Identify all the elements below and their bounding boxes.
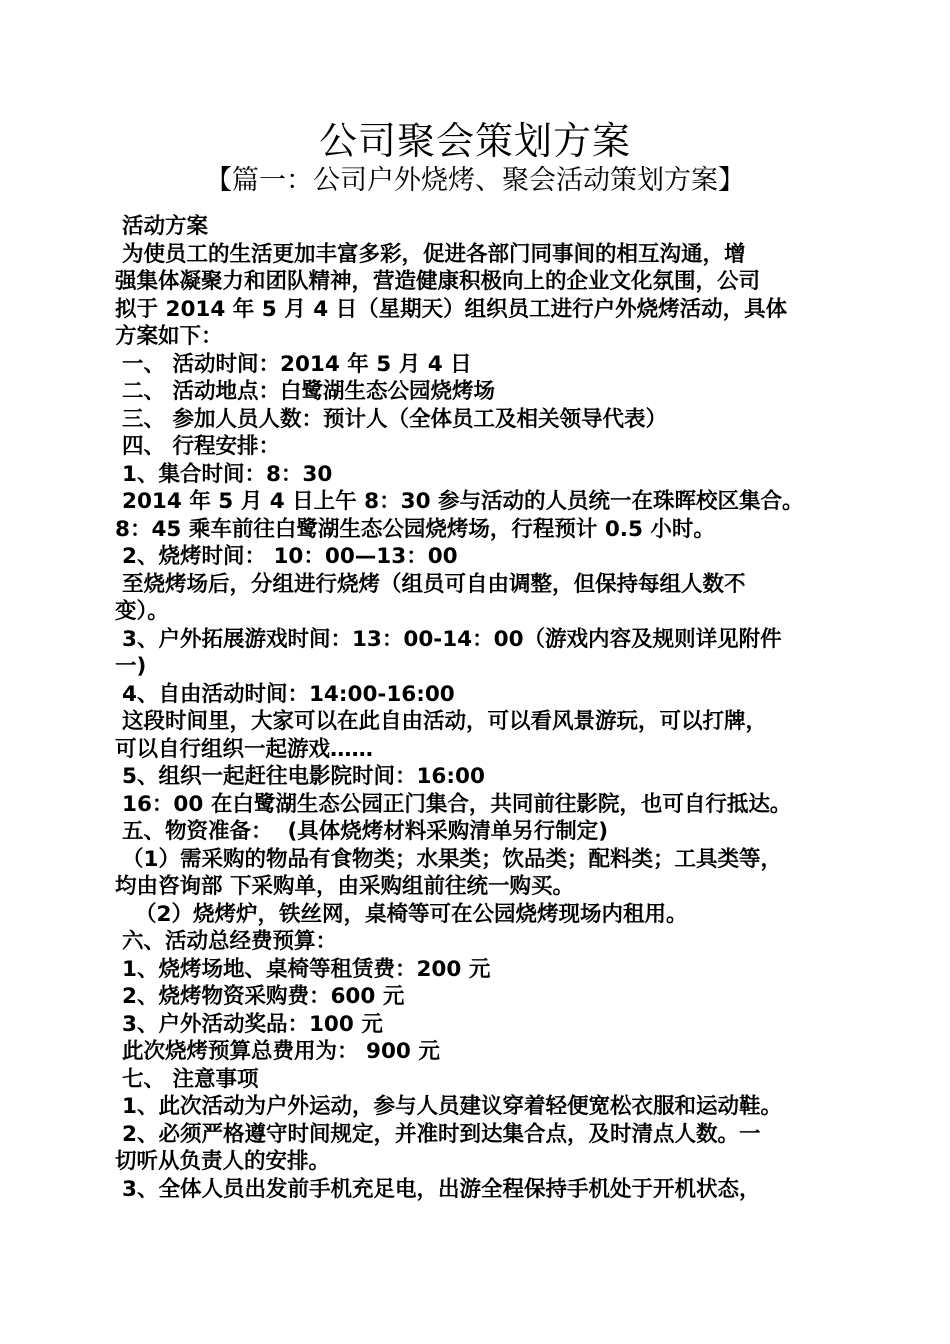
list-item: 2、烧烤时间： 10：00—13：00 — [122, 544, 458, 569]
list-item: 五、物资准备： (具体烧烤材料采购清单另行制定) — [122, 819, 609, 844]
list-item: 3、户外拓展游戏时间：13：00-14：00（游戏内容及规则详见附件 — [122, 626, 782, 652]
list-item: 七、 注意事项 — [122, 1066, 259, 1092]
list-item: 3、户外活动奖品：100 元 — [122, 1011, 383, 1037]
paragraph-line: 此次烧烤预算总费用为： 900 元 — [122, 1039, 440, 1064]
paragraph-line: 这段时间里，大家可以在此自由活动，可以看风景游玩，可以打牌， — [122, 709, 768, 734]
document-body — [115, 213, 845, 1203]
list-item: 四、 行程安排： — [122, 434, 280, 459]
paragraph-line: 均由咨询部 下采购单，由采购组前往统一购买。 — [115, 874, 574, 899]
list-item: 一、 活动时间：2014 年 5 月 4 日 — [122, 351, 472, 377]
paragraph-line: 至烧烤场后，分组进行烧烤（组员可自由调整，但保持每组人数不 — [122, 571, 746, 597]
paragraph-line: （2）烧烤炉，铁丝网，桌椅等可在公园烧烤现场内租用。 — [135, 901, 688, 927]
list-item: 六、活动总经费预算： — [122, 929, 338, 954]
paragraph-line: 为使员工的生活更加丰富多彩，促进各部门同事间的相互沟通，增 — [122, 241, 746, 267]
list-item: 2、烧烤物资采购费：600 元 — [122, 984, 405, 1009]
paragraph-line: 强集体凝聚力和团队精神，营造健康积极向上的企业文化氛围，公司 — [115, 269, 761, 294]
paragraph-line: 变）。 — [115, 599, 169, 624]
paragraph-line: 16：00 在白鹭湖生态公园正门集合，共同前往影院，也可自行抵达。 — [122, 791, 792, 817]
list-item: 4、自由活动时间：14:00-16:00 — [122, 681, 455, 707]
section-heading: 活动方案 — [122, 214, 209, 239]
list-item: 三、 参加人员人数：预计人（全体员工及相关领导代表） — [122, 406, 667, 432]
document-title: 公司聚会策划方案 — [318, 119, 631, 163]
list-item: 2、必须严格遵守时间规定，并准时到达集合点，及时清点人数。一 — [122, 1121, 761, 1147]
document-subtitle: 【篇一：公司户外烧烤、聚会活动策划方案】 — [205, 165, 745, 196]
paragraph-line: 可以自行组织一起游戏…… — [115, 736, 374, 762]
paragraph-line: （1）需采购的物品有食物类；水果类；饮品类；配料类；工具类等， — [122, 846, 782, 872]
paragraph-line: 一) — [115, 654, 147, 679]
list-item: 5、组织一起赶往电影院时间：16:00 — [122, 764, 485, 789]
paragraph-line: 2014 年 5 月 4 日上午 8：30 参与活动的人员统一在珠晖校区集合。 — [122, 489, 804, 514]
paragraph-line: 8：45 乘车前往白鹭湖生态公园烧烤场，行程预计 0.5 小时。 — [115, 516, 715, 542]
paragraph-line: 拟于 2014 年 5 月 4 日（星期天）组织员工进行户外烧烤活动，具体 — [115, 296, 788, 322]
list-item: 3、全体人员出发前手机充足电，出游全程保持手机处于开机状态， — [122, 1176, 761, 1202]
list-item: 1、集合时间：8：30 — [122, 461, 333, 487]
list-item: 二、 活动地点：白鹭湖生态公园烧烤场 — [122, 379, 495, 404]
paragraph-line: 切听从负责人的安排。 — [115, 1149, 331, 1174]
list-item: 1、此次活动为户外运动，参与人员建议穿着轻便宽松衣服和运动鞋。 — [122, 1094, 782, 1119]
paragraph-line: 方案如下： — [115, 324, 223, 349]
list-item: 1、烧烤场地、桌椅等租赁费：200 元 — [122, 956, 491, 982]
